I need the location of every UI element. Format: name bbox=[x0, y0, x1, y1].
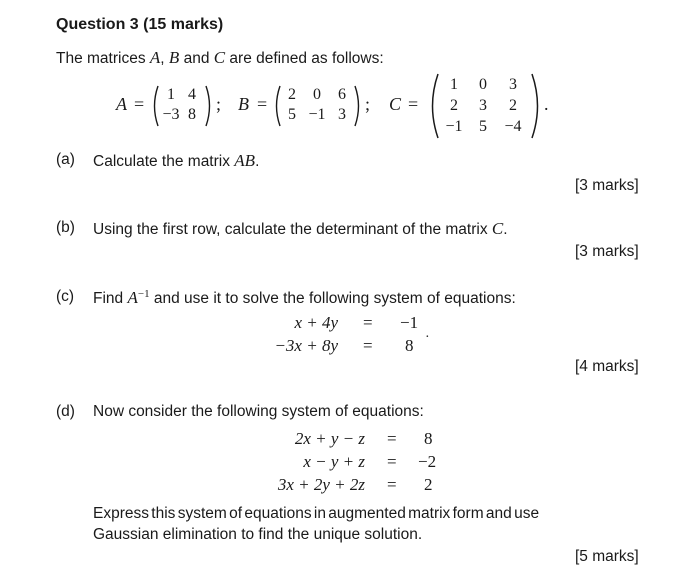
matrix-definitions bbox=[116, 72, 616, 142]
part-a-math: AB bbox=[234, 151, 256, 170]
part-a-marks: [3 marks] bbox=[575, 177, 639, 194]
part-d-text: Now consider the following system of equations: bbox=[93, 403, 424, 420]
question-title bbox=[56, 16, 223, 34]
matrix-C-left-paren bbox=[426, 72, 440, 140]
part-a-suffix: . bbox=[255, 153, 260, 170]
intro-A: A bbox=[149, 48, 161, 67]
question-number: Question 3 bbox=[56, 16, 139, 33]
part-c bbox=[56, 288, 74, 306]
matrix-cell: 2 bbox=[288, 86, 296, 103]
intro-prefix: The matrices bbox=[56, 50, 150, 67]
matrix-cell: 2 bbox=[450, 97, 458, 114]
matrix-B-entries bbox=[282, 85, 352, 125]
equation-lhs: −3x + 8y bbox=[274, 336, 338, 355]
intro-comma: , bbox=[160, 50, 169, 67]
part-a-label: (a) bbox=[56, 151, 75, 168]
matrix-C-entries bbox=[440, 74, 528, 137]
part-d-label: (d) bbox=[56, 403, 75, 420]
matrix-cell: 0 bbox=[479, 76, 487, 93]
part-d-marks: [5 marks] bbox=[575, 548, 639, 565]
matrix-C-equals: = bbox=[408, 94, 419, 114]
matrix-A-left-paren bbox=[150, 84, 160, 128]
equation-equals: = bbox=[387, 429, 397, 448]
matrix-B-label: B bbox=[238, 94, 249, 114]
matrix-B-left-paren bbox=[272, 84, 282, 128]
matrix-B-right-paren bbox=[353, 84, 363, 128]
equation-lhs: 3x + 2y + 2z bbox=[277, 475, 365, 494]
part-c-text bbox=[93, 288, 516, 308]
intro-and: and bbox=[179, 50, 214, 67]
matrix-C-label: C bbox=[389, 94, 402, 114]
matrix-cell: 8 bbox=[188, 106, 196, 123]
matrix-C-right-paren bbox=[530, 72, 544, 140]
equation-rhs: 2 bbox=[424, 475, 433, 494]
matrix-cell: 3 bbox=[509, 76, 517, 93]
matrix-cell: 2 bbox=[509, 97, 517, 114]
intro-B: B bbox=[168, 48, 180, 67]
equation-equals: = bbox=[363, 313, 373, 332]
matrix-cell: 3 bbox=[479, 97, 487, 114]
part-c-prefix: Find bbox=[93, 290, 128, 308]
matrix-B-separator: ; bbox=[365, 94, 371, 114]
equation-lhs: x − y + z bbox=[303, 452, 365, 471]
question-total-marks: (15 marks) bbox=[143, 16, 224, 33]
matrix-cell: −3 bbox=[162, 106, 180, 123]
part-b-text bbox=[93, 219, 508, 239]
part-d bbox=[56, 403, 75, 421]
part-a bbox=[56, 151, 75, 169]
matrix-cell: 1 bbox=[450, 76, 458, 93]
matrix-C-period: . bbox=[544, 94, 549, 114]
intro-suffix: are defined as follows: bbox=[225, 50, 384, 67]
part-c-label: (c) bbox=[56, 288, 75, 305]
part-c-superscript: −1 bbox=[137, 288, 150, 300]
intro-text bbox=[56, 48, 384, 68]
part-c-suffix: and use it to solve the following system of equations: bbox=[149, 290, 516, 308]
part-b-marks: [3 marks] bbox=[575, 243, 639, 260]
part-b-label: (b) bbox=[56, 219, 75, 236]
equation-lhs: x + 4y bbox=[294, 313, 338, 332]
matrix-A-separator: ; bbox=[216, 94, 222, 114]
part-b-suffix: . bbox=[503, 221, 508, 238]
matrix-cell: 0 bbox=[313, 86, 321, 103]
part-d-instruction-line-2: Gaussian elimination to find the unique solution. bbox=[93, 526, 423, 543]
matrix-cell: 6 bbox=[338, 86, 346, 103]
matrix-cell: 5 bbox=[288, 106, 296, 123]
equation-trailing-dot: · bbox=[425, 330, 430, 345]
equation-rhs: 8 bbox=[405, 336, 414, 355]
matrix-A-label: A bbox=[116, 94, 127, 114]
equation-equals: = bbox=[363, 336, 373, 355]
matrix-A-equals: = bbox=[134, 94, 145, 114]
part-b bbox=[56, 219, 75, 237]
equation-equals: = bbox=[387, 452, 397, 471]
part-b-math: C bbox=[491, 219, 504, 238]
equation-rhs: 8 bbox=[424, 429, 433, 448]
part-a-text bbox=[93, 151, 259, 171]
matrix-cell: −1 bbox=[308, 106, 326, 123]
equation-rhs: −2 bbox=[418, 452, 437, 471]
part-c-marks: [4 marks] bbox=[575, 358, 639, 375]
equation-lhs: 2x + y − z bbox=[294, 429, 365, 448]
part-a-prefix: Calculate the matrix bbox=[93, 153, 235, 170]
part-b-prefix: Using the first row, calculate the determinant of the matrix bbox=[93, 221, 492, 238]
matrix-B-equals: = bbox=[257, 94, 268, 114]
matrix-cell: 4 bbox=[188, 86, 196, 103]
matrix-cell: −4 bbox=[504, 118, 522, 135]
matrix-cell: 3 bbox=[338, 106, 346, 123]
intro-C: C bbox=[213, 48, 226, 67]
equation-equals: = bbox=[387, 475, 397, 494]
matrix-cell: 5 bbox=[479, 118, 487, 135]
matrix-A-right-paren bbox=[204, 84, 214, 128]
matrix-A-entries bbox=[160, 85, 202, 125]
part-c-math: A bbox=[127, 288, 138, 308]
matrix-cell: −1 bbox=[445, 118, 463, 135]
part-d-instruction-line-1: Express this system of equations in augmented matrix form and use bbox=[93, 505, 540, 522]
matrix-cell: 1 bbox=[167, 86, 175, 103]
equation-rhs: −1 bbox=[400, 313, 419, 332]
